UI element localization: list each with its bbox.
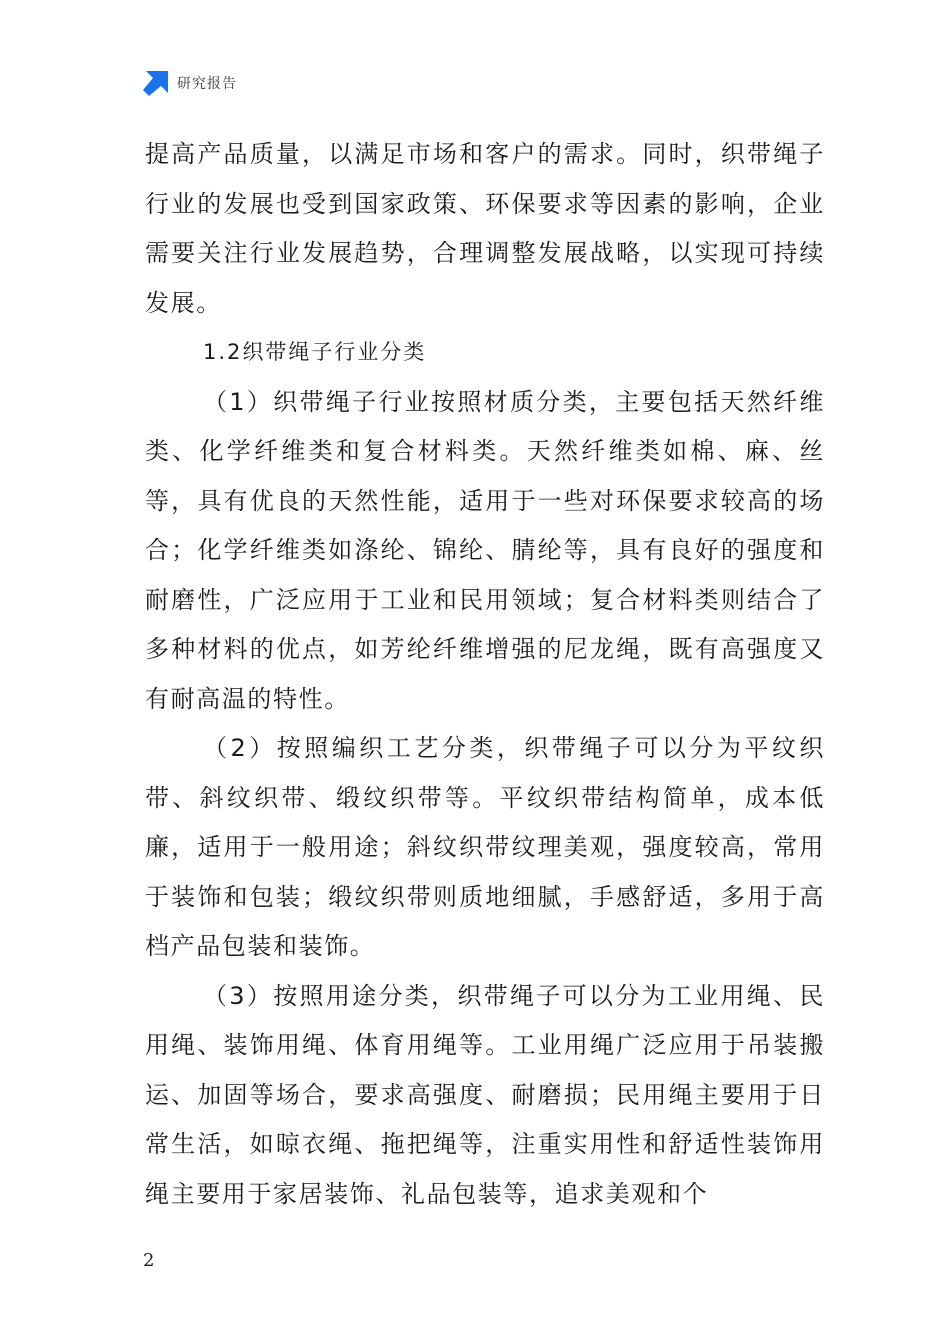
page-header (143, 68, 237, 98)
document-body (145, 130, 825, 1219)
page-number: 2 (143, 1250, 155, 1271)
section-heading: 1.2织带绳子行业分类 (203, 340, 427, 364)
paragraph-material-classification: （1）织带绳子行业按照材质分类，主要包括天然纤维类、化学纤维类和复合材料类。天然纤维类如棉、麻、丝等，具有优良的天然性能，适用于一些对环保要求较高的场合；化学纤维类如涤纶、锦纶、腈纶等，具有良好的强度和耐磨性，广泛应用于工业和民用领域；复合材料类则结合了多种材料的优点，如芳纶纤维增强的尼龙绳，既有高强度又有耐高温的特性。 (145, 387, 825, 713)
paragraph-usage-classification: （3）按照用途分类，织带绳子可以分为工业用绳、民用绳、装饰用绳、体育用绳等。工业用绳广泛应用于吊装搬运、加固等场合，要求高强度、耐磨损；民用绳主要用于日常生活，如晾衣绳、拖把绳等，注重实用性和舒适性装饰用绳主要用于家居装饰、礼品包装等，追求美观和个 (145, 981, 825, 1208)
paragraph-intro-continuation: 提高产品质量，以满足市场和客户的需求。同时，织带绳子行业的发展也受到国家政策、环保要求等因素的影响，企业需要关注行业发展趋势，合理调整发展战略，以实现可持续发展。 (145, 140, 825, 317)
paragraph-weaving-classification: （2）按照编织工艺分类，织带绳子可以分为平纹织带、斜纹织带、缎纹织带等。平纹织带结构简单，成本低廉，适用于一般用途；斜纹织带纹理美观，强度较高，常用于装饰和包装；缎纹织带则质地细腻，手感舒适，多用于高档产品包装和装饰。 (145, 734, 825, 960)
arrow-up-right-icon (143, 70, 169, 96)
header-title: 研究报告 (177, 76, 237, 92)
